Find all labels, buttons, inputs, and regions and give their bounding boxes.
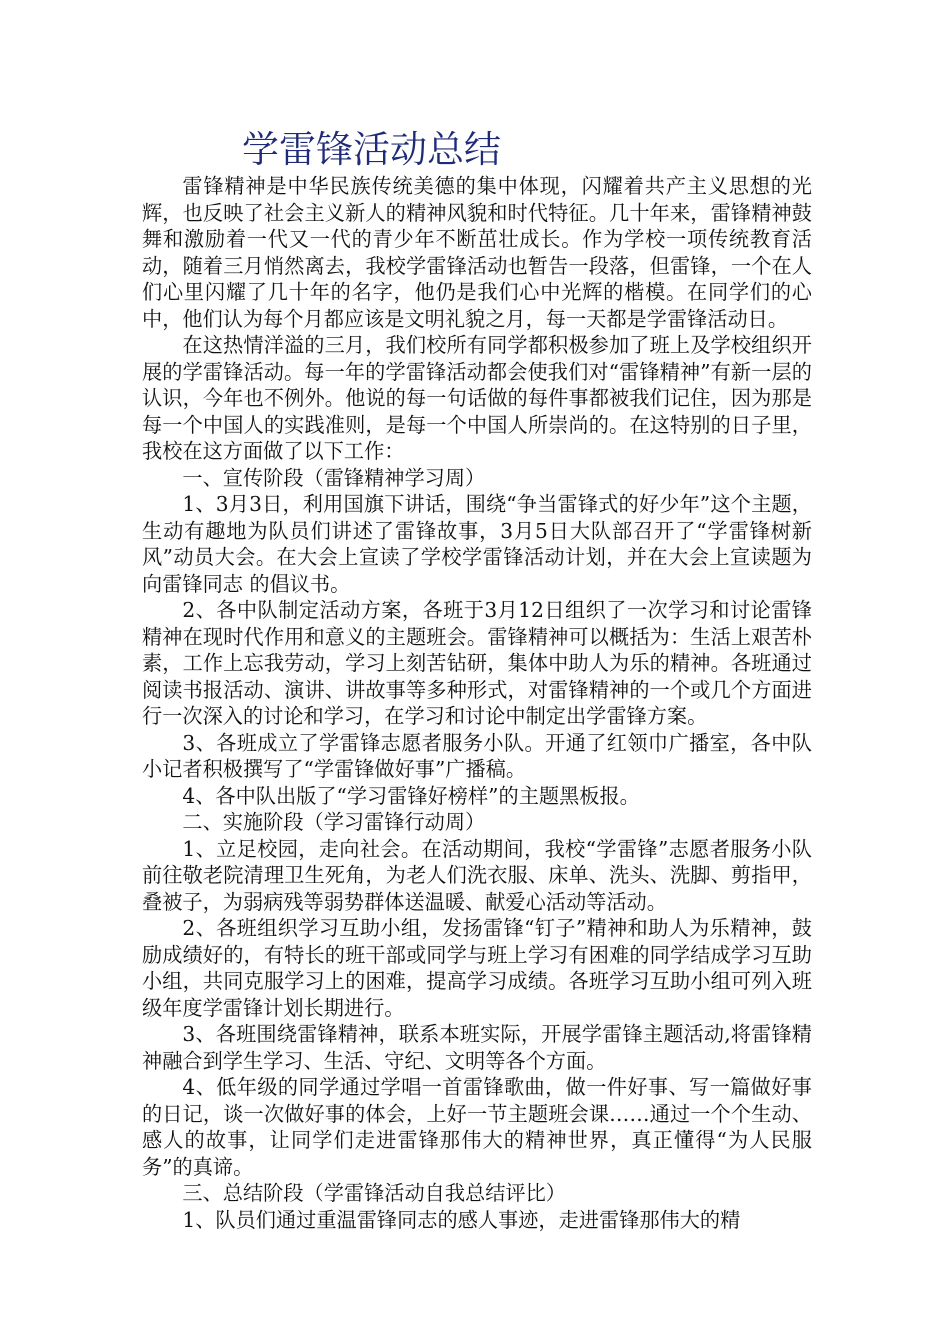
paragraph-promotion-item-1: 1、3月3日，利用国旗下讲话，围绕“争当雷锋式的好少年”这个主题，生动有趣地为队员们讲述了雷锋故事，3月5日大队部召开了“学雷锋树新风”动员大会。在大会上宣读了学校学雷锋活动计划，并在大会上宣读题为向雷锋同志 的倡议书。: [142, 492, 812, 596]
paragraph-march-activities: 在这热情洋溢的三月，我们校所有同学都积极参加了班上及学校组织开展的学雷锋活动。每一年的学雷锋活动都会使我们对“雷锋精神”有新一层的认识，今年也不例外。他说的每一句话做的每件事都被我们记住，因为那是每一个中国人的实践准则，是每一个中国人所崇尚的。在这特别的日子里，我校在这方面做了以下工作：: [142, 333, 812, 463]
section-heading-implementation: 二、实施阶段（学习雷锋行动周）: [182, 810, 486, 834]
section-heading-summary: 三、总结阶段（学雷锋活动自我总结评比）: [182, 1181, 566, 1205]
paragraph-implementation-item-4: 4、低年级的同学通过学唱一首雷锋歌曲，做一件好事、写一篇做好事的日记，谈一次做好事的体会，上好一节主题班会课……通过一个个生动、感人的故事，让同学们走进雷锋那伟大的精神世界，真正懂得“为人民服务”的真谛。: [142, 1075, 812, 1179]
paragraph-implementation-item-2: 2、各班组织学习互助小组，发扬雷锋“钉子”精神和助人为乐精神，鼓励成绩好的，有特长的班干部或同学与班上学习有困难的同学结成学习互助小组，共同克服学习上的困难，提高学习成绩。各班学习互助小组可列入班级年度学雷锋计划长期进行。: [142, 916, 812, 1020]
paragraph-promotion-item-3: 3、各班成立了学雷锋志愿者服务小队。开通了红领巾广播室，各中队小记者积极撰写了“学雷锋做好事”广播稿。: [142, 730, 812, 781]
paragraph-implementation-item-3: 3、各班围绕雷锋精神，联系本班实际，开展学雷锋主题活动,将雷锋精神融合到学生学习、生活、守纪、文明等各个方面。: [142, 1022, 812, 1073]
paragraph-intro: 雷锋精神是中华民族传统美德的集中体现，闪耀着共产主义思想的光辉，也反映了社会主义新人的精神风貌和时代特征。几十年来，雷锋精神鼓舞和激励着一代又一代的青少年不断茁壮成长。作为学校一项传统教育活动，随着三月悄然离去，我校学雷锋活动也暂告一段落，但雷锋，一个在人们心里闪耀了几十年的名字，他仍是我们心中光辉的楷模。在同学们的心中，他们认为每个月都应该是文明礼貌之月，每一天都是学雷锋活动日。: [142, 174, 812, 331]
paragraph-summary-item-1: 1、队员们通过重温雷锋同志的感人事迹，走进雷锋那伟大的精: [182, 1207, 741, 1232]
document-body: [142, 173, 812, 1233]
section-heading-promotion: 一、宣传阶段（雷锋精神学习周）: [182, 465, 486, 490]
document-title: 学雷锋活动总结: [242, 128, 501, 171]
paragraph-implementation-item-1: 1、立足校园，走向社会。在活动期间，我校“学雷锋”志愿者服务小队前往敬老院清理卫生死角，为老人们洗衣服、床单、洗头、洗脚、剪指甲，叠被子，为弱病残等弱势群体送温暖、献爱心活动等活动。: [142, 836, 812, 914]
paragraph-promotion-item-2: 2、各中队制定活动方案，各班于3月12日组织了一次学习和讨论雷锋精神在现时代作用和意义的主题班会。雷锋精神可以概括为：生活上艰苦朴素，工作上忘我劳动，学习上刻苦钻研，集体中助人为乐的精神。各班通过阅读书报活动、演讲、讲故事等多种形式，对雷锋精神的一个或几个方面进行一次深入的讨论和学习，在学习和讨论中制定出学雷锋方案。: [142, 598, 812, 728]
paragraph-promotion-item-4: 4、各中队出版了“学习雷锋好榜样”的主题黑板报。: [182, 783, 640, 808]
